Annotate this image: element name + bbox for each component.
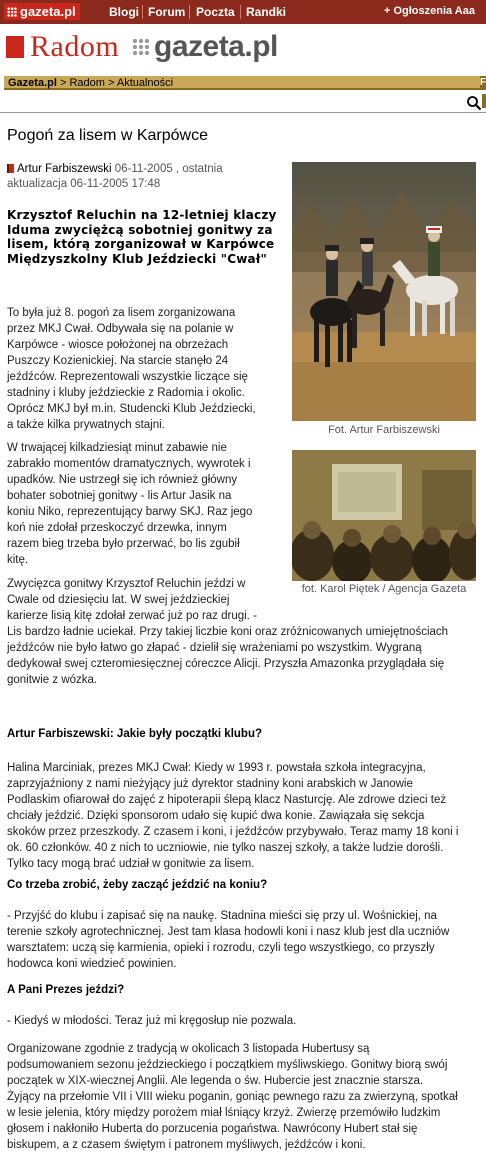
brand-text: gazeta.pl	[154, 30, 278, 63]
article-byline	[7, 162, 279, 192]
text-line: przez MKJ Cwał. Odbywała się na polanie w	[7, 323, 234, 335]
text-line: Cwale od dziesięciu lat. W swej jeździeckiej	[7, 594, 230, 606]
text-line: razem bieg trzeba było przerwać, bo lis zgubił	[7, 538, 240, 550]
text-line: Lis bardzo ładnie uciekał. Przy takiej liczbie koni oraz zróżnicowanych umiejętnościach	[7, 626, 449, 638]
byline-updated: aktualizacja 06-11-2005 17:48	[7, 178, 161, 190]
top-navigation-bar	[0, 0, 486, 24]
tool-row-right-tab	[482, 94, 486, 108]
text-line: Żyjący na przełomie VII i VIII wieku poganin, goniąc pewnego razu za zwierzyną, spotkał	[7, 1091, 458, 1103]
photo-riders-image	[292, 162, 476, 421]
text-line: koniu Niko, reprezentujący barwy SKJ. Raz jego	[7, 506, 253, 518]
tool-row	[0, 92, 486, 113]
nav-randki[interactable]: Randki	[246, 5, 287, 19]
photo-presentation[interactable]	[292, 450, 476, 581]
text-line: chciały jeździć. Dzięki sponsorom udało się kupić dwa konie. Zawiązała się sekcja	[7, 810, 425, 822]
text-line: biskupem, a z czasem świętym i patronem myśliwych, jeźdźców i koni.	[7, 1139, 366, 1151]
photo-presentation-image	[292, 450, 476, 581]
text-line: jeźdźców nie było łatwo go złapać - dzielił się wrażeniami po wszystkim. Wygraną	[7, 642, 422, 654]
nav-forum[interactable]: Forum	[148, 5, 186, 19]
nav-poczta[interactable]: Poczta	[196, 5, 235, 19]
text-line: upadków. Nie ustrzegł się ich również główny	[7, 474, 238, 486]
byline-date: 06-11-2005 , ostatnia	[111, 163, 223, 175]
author-marker-icon	[7, 164, 14, 173]
text-line: bohater sobotniej gonitwy - lis Artur Jasik na	[7, 490, 232, 502]
text-line: jeźdźców. Reprezentowali wszystkie liczące się	[7, 371, 248, 383]
text-line: skoków przez przeszkody. Z czasem i koni, i jeźdźców przybywało. Teraz mamy 18 koni i	[7, 826, 459, 838]
article-paragraph-last	[7, 1041, 483, 1153]
text-line: początek w XIX-wiecznej Anglii. Ale legenda o św. Hubercie jest znacznie starsza.	[7, 1075, 424, 1087]
text-line: Karpówce - wiosce położonej na obrzeżach	[7, 339, 229, 351]
breadcrumb-radom[interactable]: Radom	[69, 77, 105, 89]
text-line: Puszczy Kozienickiej. Na starcie stanęło 24	[7, 355, 229, 367]
interview-answer-1	[7, 760, 483, 872]
text-line: W trwającej kilkadziesiąt minut zabawie nie	[7, 442, 227, 454]
text-line: gonitwie z wózka.	[7, 674, 98, 686]
article-paragraph-1	[7, 305, 287, 433]
article-lead	[7, 208, 279, 266]
text-line: a także kilka prywatnych stajni.	[7, 419, 165, 431]
text-line: - Przyjść do klubu i zapisać się na naukę. Stadnina mieści się przy ul. Wośnickiej, na	[7, 910, 437, 922]
text-line: koń nie zdołał przeskoczyć drzewka, innym	[7, 522, 227, 534]
photo-riders-caption: Fot. Artur Farbiszewski	[328, 424, 440, 436]
logo-text: gazeta.pl	[20, 4, 76, 19]
text-line: zaprzyjaźniony z nami nieżyjący już dyrektor stadniny koni arabskich w Janowie	[7, 778, 413, 790]
text-line: hodowca koni wiedzieć powinien.	[7, 958, 177, 970]
photo-presentation-caption: fot. Karol Piętek / Agencja Gazeta	[301, 583, 467, 595]
article-paragraph-2	[7, 440, 287, 568]
nav-divider	[142, 5, 143, 19]
masthead-red-bar	[6, 36, 24, 58]
breadcrumb-sep: >	[56, 77, 70, 89]
text-line: zabrakło momentów dramatycznych, wywrotek i	[7, 458, 251, 470]
search-icon[interactable]	[466, 95, 482, 111]
text-line: podsumowaniem sezonu jeździeckiego i początkiem myśliwskiego. Gonitwy biorą swój	[7, 1059, 448, 1071]
text-line: dedykował swej czteromiesięcznej córeczce Alicji. Przyszła Amazonka przyglądała się	[7, 658, 445, 670]
interview-question-2: Co trzeba zrobić, żeby zacząć jeździć na koniu?	[7, 879, 268, 891]
masthead	[0, 24, 486, 74]
breadcrumb-right-tab[interactable]: F	[480, 77, 486, 88]
text-line: karierze lisią kitę zdołał zerwać już po raz drugi. -	[7, 610, 257, 622]
breadcrumb	[4, 76, 486, 90]
text-line: Organizowane zgodnie z tradycją w okolicach 3 listopada Hubertusy są	[7, 1043, 370, 1055]
masthead-brand[interactable]	[132, 30, 278, 64]
lead-line: Międzyszkolny Klub Jeździecki "Cwał"	[7, 251, 267, 266]
interview-question-1: Artur Farbiszewski: Jakie były początki klubu?	[7, 728, 262, 740]
article-title: Pogoń za lisem w Karpówce	[7, 127, 208, 144]
text-line: Zwycięzca gonitwy Krzysztof Reluchin jeździ w	[7, 578, 246, 590]
breadcrumb-aktualnosci[interactable]: Aktualności	[116, 77, 174, 89]
text-line: w lesie jelenia, który między porożem miał lśniący krzyż. Zwierzę przemówiło ludzkim	[7, 1107, 441, 1119]
text-line: - Kiedyś w młodości. Teraz już mi kręgosłup nie pozwala.	[7, 1015, 297, 1027]
brand-dots-icon	[132, 38, 150, 56]
text-line: ok. 60 członków. 40 z nich to uczniowie, nie tylko naszej szkoły, a także ludzie dorośli.	[7, 842, 444, 854]
breadcrumb-root[interactable]: Gazeta.pl	[8, 77, 57, 89]
text-line: terenie szkoły agrotechnicznej. Jest tam klasa hodowli koni i nasz klub jest dla uczniów	[7, 926, 450, 938]
text-line: To była już 8. pogoń za lisem zorganizowana	[7, 307, 236, 319]
nav-divider	[189, 5, 190, 19]
interview-answer-2	[7, 908, 483, 972]
author-name[interactable]: Artur Farbiszewski	[17, 163, 112, 175]
breadcrumb-sep: >	[104, 77, 117, 89]
nav-ogloszenia[interactable]: + Ogłoszenia Aaa	[384, 5, 475, 17]
masthead-city[interactable]: Radom	[30, 30, 120, 63]
text-line: stadniny i kluby jeździeckie z Radomia i okolic.	[7, 387, 245, 399]
lead-line: Iduma zwyciężcą sobotniej gonitwy za	[7, 222, 273, 237]
nav-blogi[interactable]: Blogi	[109, 5, 139, 19]
nav-divider	[240, 5, 241, 19]
text-line: kitę.	[7, 554, 29, 566]
text-line: warsztatem: uczą się karmienia, opieki i rozrodu, czyli tego wszystkiego, co przyszły	[7, 942, 435, 954]
photo-riders[interactable]	[292, 162, 476, 421]
text-line: Tylko tacy mogą brać udział w gonitwie za lisem.	[7, 858, 255, 870]
lead-line: lisem, którą zorganizował w Karpówce	[7, 237, 275, 251]
interview-answer-3	[7, 1013, 483, 1029]
text-line: Oprócz MKJ był m.in. Studencki Klub Jeździecki,	[7, 403, 256, 415]
text-line: głosem i nakłoniło Huberta do porzucenia pogaństwa. Nawrócony Hubert stał się	[7, 1123, 418, 1135]
text-line: Podlaskim ofiarował do zajęć z hipoterapii ślepą klacz Nasturcję. Ale zdrowe dzieci też	[7, 794, 447, 806]
lead-line: Krzysztof Reluchin na 12-letniej klaczy	[7, 208, 277, 222]
logo-grid-icon	[7, 7, 17, 17]
gazeta-logo[interactable]	[4, 3, 80, 20]
text-line: Halina Marciniak, prezes MKJ Cwał: Kiedy w 1993 r. powstała szkoła integracyjna,	[7, 762, 426, 774]
interview-question-3: A Pani Prezes jeździ?	[7, 984, 125, 996]
article-paragraph-3	[7, 576, 483, 688]
